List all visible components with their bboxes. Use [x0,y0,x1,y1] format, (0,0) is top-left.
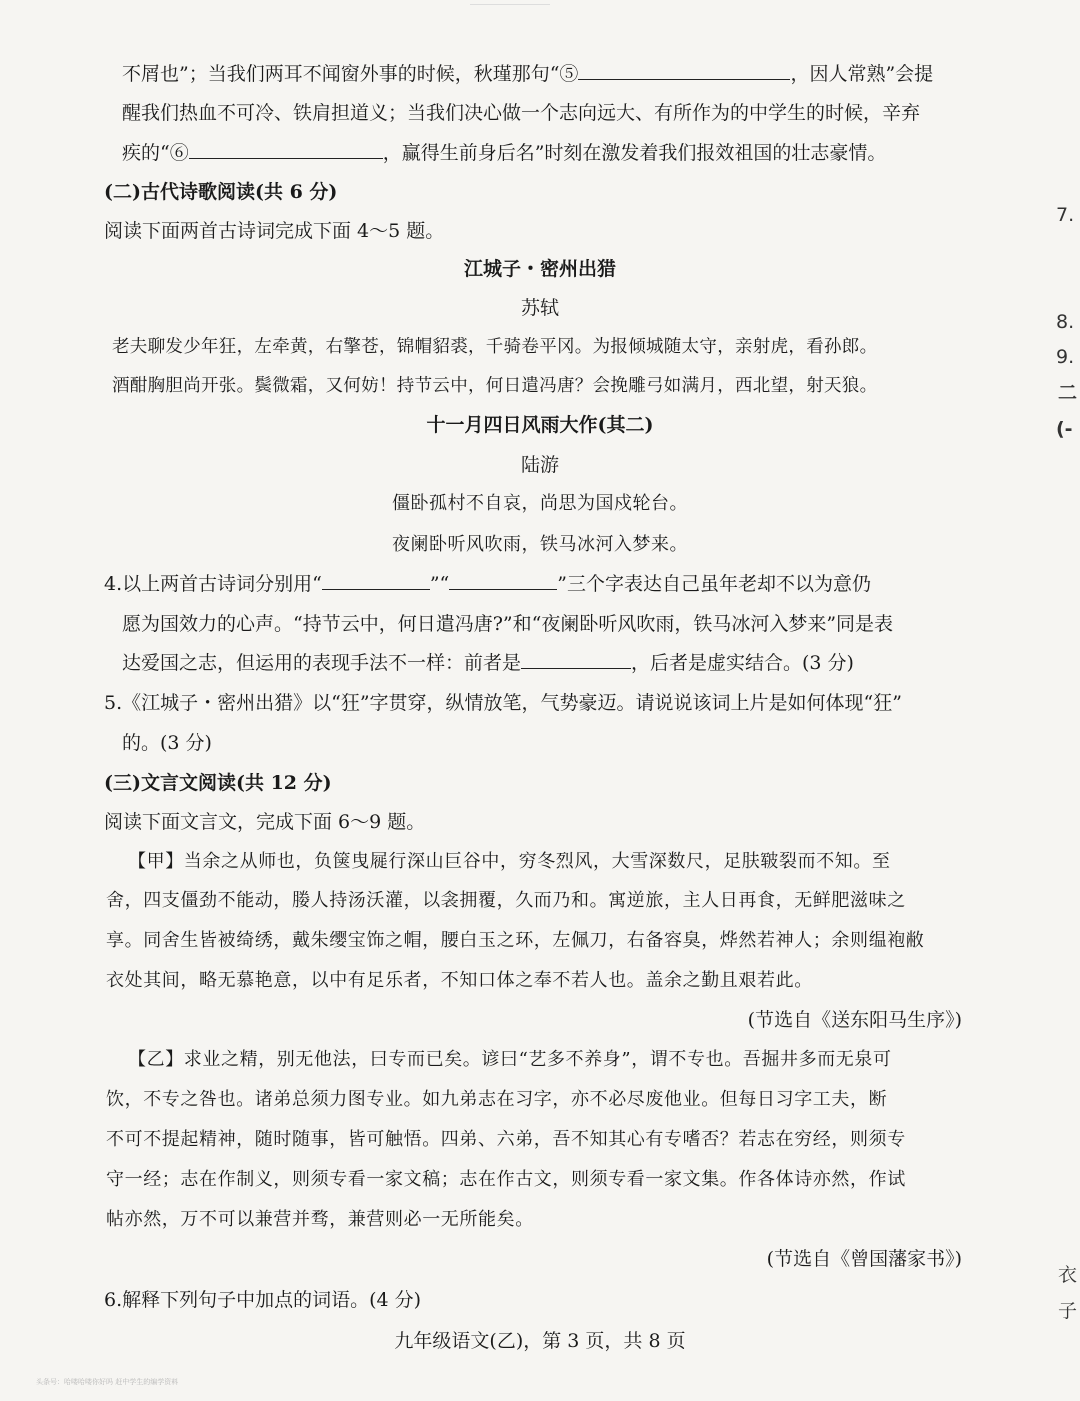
jia-line-1: 【甲】当余之从师也，负箧曳屣行深山巨谷中，穷冬烈风，大雪深数尺，足肤皲裂而不知。至 [128,851,891,872]
answer-blank-5[interactable] [578,61,790,80]
jia-source: (节选自《送东阳马生序》) [747,1009,962,1031]
q3-line-1 [122,61,933,87]
page-footer: 九年级语文(乙)，第 3 页，共 8 页 [394,1330,686,1352]
q3-line-2 [122,100,920,126]
edge-number-8: 8. [1056,311,1075,333]
jia-line-2: 舍，四支僵劲不能动，媵人持汤沃灌，以衾拥覆，久而乃和。寓逆旅，主人日再食，无鲜肥滋味之 [106,890,906,911]
poem-2-line-1: 僵卧孤村不自哀，尚思为国戍轮台。 [392,493,688,514]
watermark: 头条号：哈喽哈喽你好吗 赶中学生的编学资料 [36,1378,179,1386]
edge-char-yi: 衣 [1058,1264,1078,1286]
text-segment: 疾的“⑥ [122,142,189,164]
q5-line-1: 5.《江城子・密州出猎》以“狂”字贯穿，纵情放笔，气势豪迈。请说说该词上片是如何体现“狂” [104,692,902,714]
text-segment: ”“ [429,573,450,595]
yi-line-3: 不可不提起精神，随时随事，皆可触悟。四弟、六弟，吾不知其心有专嗜否？若志在穷经，则须专 [106,1129,906,1150]
edge-paren: (- [1056,418,1073,440]
answer-blank-q4-c[interactable] [521,650,631,669]
jia-line-3: 享。同舍生皆被绮绣，戴朱缨宝饰之帽，腰白玉之环，左佩刀，右备容臭，烨然若神人；余则缊袍敝 [106,930,925,951]
section-3-instruction: 阅读下面文言文，完成下面 6～9 题。 [104,811,426,833]
poem-1-line-2: 酒酣胸胆尚开张。鬓微霜，又何妨！持节云中，何日遣冯唐？会挽雕弓如满月，西北望，射天狼。 [112,376,878,396]
text-segment: 醒我们热血不可冷、铁肩担道义；当我们决心做一个志向远大、有所作为的中学生的时候，辛弃 [122,102,921,124]
edge-number-9: 9. [1056,346,1075,368]
q5-line-2: 的。(3 分) [122,732,212,754]
yi-line-2: 饮，不专之咎也。诸弟总须力图专业。如九弟志在习字，亦不必尽废他业。但每日习字工夫，断 [106,1089,888,1110]
text-segment: ”三个字表达自己虽年老却不以为意仍 [557,573,871,595]
poem-1-line-1: 老夫聊发少年狂，左牵黄，右擎苍，锦帽貂裘，千骑卷平冈。为报倾城随太守，亲射虎，看孙郎。 [112,337,878,357]
section-2-instruction: 阅读下面两首古诗词完成下面 4～5 题。 [104,220,445,242]
text-segment: 不屑也”；当我们两耳不闻窗外事的时候，秋瑾那句“⑤ [122,63,579,85]
poem-2-author: 陆游 [520,454,559,476]
answer-blank-q4-b[interactable] [449,571,557,590]
section-2-heading: (二)古代诗歌阅读(共 6 分) [104,181,338,203]
q4-line-3 [122,650,854,676]
yi-source: (节选自《曾国藩家书》) [766,1248,962,1270]
poem-1-title: 江城子・密州出猎 [463,258,616,280]
text-segment: ，因人常熟”会提 [790,63,934,85]
poem-2-line-2: 夜阑卧听风吹雨，铁马冰河入梦来。 [392,534,688,555]
answer-blank-q4-a[interactable] [322,571,430,590]
edge-char-zi: 子 [1058,1300,1078,1322]
text-segment: 达爱国之志，但运用的表现手法不一样：前者是 [122,652,522,674]
yi-line-4: 守一经；志在作制义，则须专看一家文稿；志在作古文，则须专看一家文集。作各体诗亦然，作试 [106,1169,906,1190]
answer-blank-6[interactable] [189,140,383,159]
q6-prompt: 6.解释下列句子中加点的词语。(4 分) [104,1289,422,1311]
poem-2-title: 十一月四日风雨大作(其二) [426,414,654,436]
poem-1-author: 苏轼 [520,297,559,319]
section-3-heading: (三)文言文阅读(共 12 分) [104,772,332,794]
edge-char-er: 二 [1058,382,1078,404]
scan-top-mark [470,0,550,5]
q3-line-3 [122,140,886,166]
q4-line-1 [104,571,871,597]
jia-line-4: 衣处其间，略无慕艳意，以中有足乐者，不知口体之奉不若人也。盖余之勤且艰若此。 [106,970,813,991]
yi-line-1: 【乙】求业之精，别无他法，曰专而已矣。谚曰“艺多不养身”，谓不专也。吾掘井多而无泉可 [128,1049,892,1070]
edge-number-7: 7. [1056,204,1075,226]
q4-line-2: 愿为国效力的心声。“持节云中，何日遣冯唐?”和“夜阑卧听风吹雨，铁马冰河入梦来”同是表 [122,613,894,635]
yi-line-5: 帖亦然，万不可以兼营并骛，兼营则必一无所能矣。 [106,1209,534,1230]
text-segment: 4.以上两首古诗词分别用“ [104,573,322,595]
text-segment: ，后者是虚实结合。(3 分) [631,652,854,674]
text-segment: ，赢得生前身后名”时刻在激发着我们报效祖国的壮志豪情。 [382,142,887,164]
